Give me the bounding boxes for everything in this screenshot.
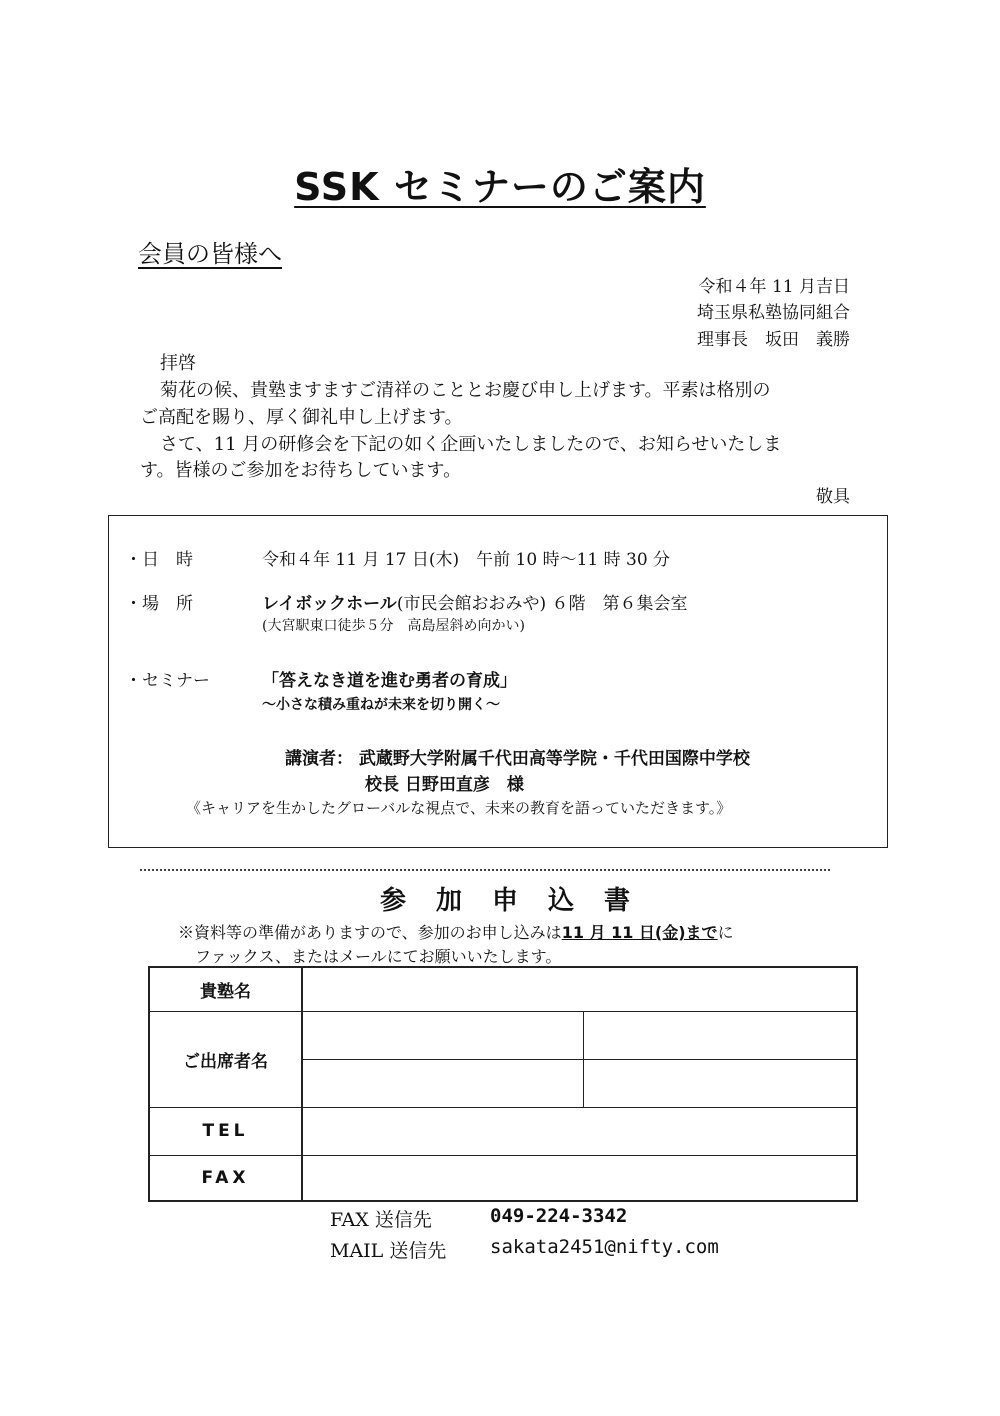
letter-line-1: 菊花の候、貴塾ますますご清祥のこととお慶び申し上げます。平素は格別の <box>160 380 771 401</box>
attendee-field-4[interactable] <box>583 1059 857 1107</box>
cut-line <box>140 869 830 871</box>
chairman-name: 理事長 坂田 義勝 <box>697 330 850 350</box>
date-label: ・日 時 <box>125 550 193 570</box>
mail-address: sakata2451@nifty.com <box>490 1236 719 1258</box>
place-detail: (市民会館おおみや) ６階 第６集会室 <box>396 594 688 614</box>
form-notice-line-2: ファックス、またはメールにてお願いいたします。 <box>195 947 562 966</box>
page-title: SSK セミナーのご案内 <box>294 165 706 209</box>
tel-field[interactable] <box>302 1107 857 1155</box>
speaker-note: 《キャリアを生かしたグローバルな視点で、未来の教育を語っていただきます。》 <box>186 799 732 817</box>
place-name: レイボックホール <box>262 594 397 614</box>
place-label: ・場 所 <box>125 594 193 614</box>
attendee-field-3[interactable] <box>302 1059 583 1107</box>
organization-name: 埼玉県私塾協同組合 <box>697 303 850 323</box>
seminar-title: 「答えなき道を進む勇者の育成」 <box>262 671 517 691</box>
speaker-name: 校長 日野田直彦 様 <box>365 775 524 795</box>
form-title: 参加申込書 <box>380 886 661 916</box>
seminar-label: ・セミナー <box>125 671 210 691</box>
date-value: 令和４年 11 月 17 日(木) 午前 10 時～11 時 30 分 <box>262 550 671 570</box>
fax-destination-label: FAX 送信先 <box>330 1209 432 1231</box>
tel-label: TEL <box>149 1107 302 1155</box>
letter-line-2: ご高配を賜り、厚く御礼申し上げます。 <box>140 407 463 428</box>
application-form <box>148 966 858 1202</box>
place-access: (大宮駅東口徒歩５分 高島屋斜め向かい) <box>262 618 525 634</box>
attendee-field-1[interactable] <box>302 1011 583 1059</box>
fax-number: 049-224-3342 <box>490 1205 628 1227</box>
deadline: 11 月 11 日(金)まで <box>561 923 718 942</box>
fax-label: FAX <box>149 1155 302 1201</box>
mail-destination-label: MAIL 送信先 <box>330 1240 447 1262</box>
letter-opening: 拝啓 <box>160 353 196 374</box>
greeting: 会員の皆様へ <box>138 240 282 268</box>
speaker-affiliation: 講演者： 武蔵野大学附属千代田高等学院・千代田国際中学校 <box>285 749 750 769</box>
letter-closing: 敬具 <box>816 487 850 507</box>
fax-field[interactable] <box>302 1155 857 1201</box>
letter-line-4: す。皆様のご参加をお待ちしています。 <box>140 460 462 481</box>
attendee-field-2[interactable] <box>583 1011 857 1059</box>
letter-line-3: さて、11 月の研修会を下記の如く企画いたしましたので、お知らせいたしま <box>160 434 782 455</box>
school-name-field[interactable] <box>302 967 857 1011</box>
form-notice: ※資料等の準備がありますので、参加のお申し込みは11 月 11 日(金)までに <box>178 923 734 942</box>
school-name-label: 貴塾名 <box>149 967 302 1011</box>
attendee-label: ご出席者名 <box>149 1011 302 1107</box>
seminar-subtitle: ～小さな積み重ねが未来を切り開く～ <box>262 697 500 713</box>
issue-date: 令和４年 11 月吉日 <box>698 277 850 297</box>
